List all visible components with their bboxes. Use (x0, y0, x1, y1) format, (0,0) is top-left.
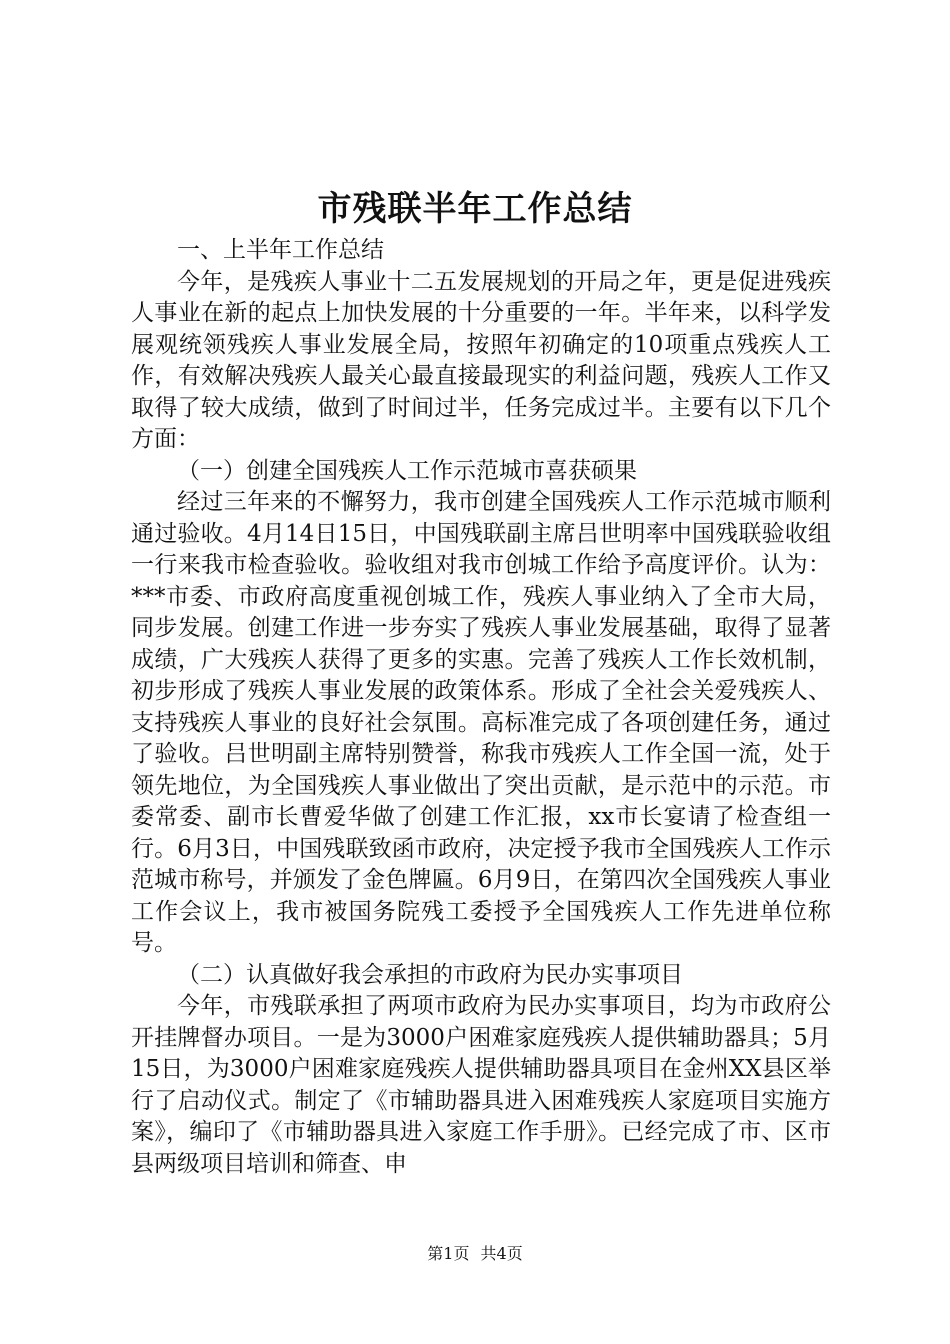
paragraph-demonstration-city: 经过三年来的不懈努力，我市创建全国残疾人工作示范城市顺利通过验收。4月14日15日，中国残联副主席吕世明率中国残联验收组一行来我市检查验收。验收组对我市创城工作给予高度评价。认为：***市委、市政府高度重视创城工作，残疾人事业纳入了全市大局，同步发展。创建工作进一步夯实了残疾人事业发展基础，取得了显著成绩，广大残疾人获得了更多的实惠。完善了残疾人工作长效机制，初步形成了残疾人事业发展的政策体系。形成了全社会关爱残疾人、支持残疾人事业的良好社会氛围。高标准完成了各项创建任务，通过了验收。吕世明副主席特别赞誉，称我市残疾人工作全国一流，处于领先地位，为全国残疾人事业做出了突出贡献，是示范中的示范。市委常委、副市长曹爱华做了创建工作汇报，xx市长宴请了检查组一行。6月3日，中国残联致函市政府，决定授予我市全国残疾人工作示范城市称号，并颁发了金色牌匾。6月9日，在第四次全国残疾人事业工作会议上，我市被国务院残工委授予全国残疾人工作先进单位称号。 (131, 489, 831, 956)
document-body (131, 235, 831, 1180)
paragraph-intro: 今年，是残疾人事业十二五发展规划的开局之年，更是促进残疾人事业在新的起点上加快发展的十分重要的一年。半年来，以科学发展观统领残疾人事业发展全局，按照年初确定的10项重点残疾人工作，有效解决残疾人最关心最直接最现实的利益问题，残疾人工作又取得了较大成绩，做到了时间过半，任务完成过半。主要有以下几个方面： (131, 268, 831, 452)
paragraph-public-projects: 今年，市残联承担了两项市政府为民办实事项目，均为市政府公开挂牌督办项目。一是为3000户困难家庭残疾人提供辅助器具；5月15日，为3000户困难家庭残疾人提供辅助器具项目在金州XX县区举行了启动仪式。制定了《市辅助器具进入困难残疾人家庭项目实施方案》，编印了《市辅助器具进入家庭工作手册》。已经完成了市、区市县两级项目培训和筛查、申 (131, 993, 831, 1177)
page-total: 共4页 (480, 1244, 523, 1263)
subsection-heading-1: （一）创建全国残疾人工作示范城市喜获硕果 (177, 457, 637, 484)
section-heading-1: 一、上半年工作总结 (177, 237, 384, 263)
page-footer (0, 1243, 950, 1265)
document-title: 市残联半年工作总结 (317, 189, 633, 229)
subsection-heading-2: （二）认真做好我会承担的市政府为民办实事项目 (177, 961, 683, 988)
page-number: 第1页 (427, 1244, 470, 1263)
